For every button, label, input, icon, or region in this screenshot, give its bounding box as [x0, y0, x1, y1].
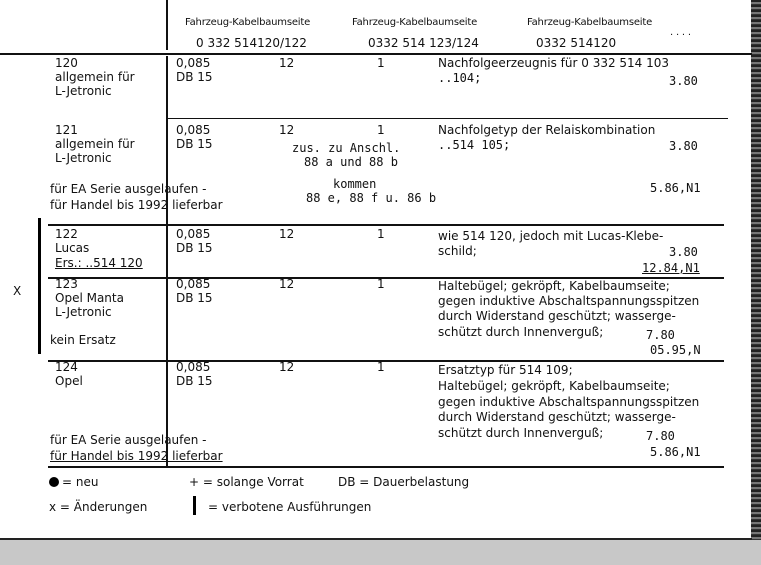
row-123-one: 1 — [377, 277, 385, 291]
header-dots: · · · · — [670, 30, 691, 41]
row-rule-4 — [48, 360, 724, 362]
row-121-one: 1 — [377, 123, 385, 137]
row-124-note1: Ersatztyp für 514 109; — [438, 363, 573, 377]
row-123-date: 05.95,N — [650, 343, 701, 357]
row-122-id: 122 — [55, 227, 78, 241]
row-121-date: 5.86,N1 — [650, 181, 701, 195]
row-124-id: 124 — [55, 360, 78, 374]
row-124-one: 1 — [377, 360, 385, 374]
row-120-desc2: L-Jetronic — [55, 84, 112, 98]
row-123-note1: Haltebügel; gekröpft, Kabelbaumseite; — [438, 279, 670, 293]
row-124-note2: Haltebügel; gekröpft, Kabelbaumseite; — [438, 379, 670, 393]
row-123-qty: 12 — [279, 277, 295, 291]
row-120-id: 120 — [55, 56, 78, 70]
header-col1-label: Fahrzeug-Kabelbaumseite — [185, 17, 311, 28]
header-col1-pn: 0 332 514120/122 — [196, 36, 307, 50]
change-marker-x: X — [13, 284, 22, 298]
row-121-desc2: L-Jetronic — [55, 151, 112, 165]
row-123-db: DB 15 — [176, 291, 213, 305]
row-124-status1: für EA Serie ausgelaufen - — [50, 433, 207, 447]
row-123-note4: schützt durch Innenverguß; — [438, 325, 604, 339]
scan-edge — [751, 0, 761, 565]
row-121-extra4: 88 e, 88 f u. 86 b — [306, 191, 437, 205]
row-124-status2: für Handel bis 1992 lieferbar — [50, 449, 223, 463]
row-123-desc2: L-Jetronic — [55, 305, 112, 319]
row-124-qty: 12 — [279, 360, 295, 374]
bottom-band — [0, 540, 761, 565]
header-rule — [0, 53, 752, 55]
forbidden-bar — [38, 218, 41, 354]
row-124-note5: schützt durch Innenverguß; — [438, 426, 604, 440]
row-120-db: DB 15 — [176, 70, 213, 84]
row-123-status: kein Ersatz — [50, 333, 116, 347]
row-121-db: DB 15 — [176, 137, 213, 151]
row-rule-2 — [48, 224, 724, 226]
legend-db: DB = Dauerbelastung — [338, 475, 470, 489]
row-123-desc1: Opel Manta — [55, 291, 124, 305]
header-col3-pn: 0332 514120 — [536, 36, 617, 50]
row-120-val: 0,085 — [176, 56, 211, 70]
row-124-val: 0,085 — [176, 360, 211, 374]
row-120-price: 3.80 — [669, 74, 698, 88]
row-124-note4: durch Widerstand geschützt; wasserge- — [438, 410, 676, 424]
row-124-db: DB 15 — [176, 374, 213, 388]
row-120-one: 1 — [377, 56, 385, 70]
row-122-db: DB 15 — [176, 241, 213, 255]
row-121-note1: Nachfolgetyp der Relaiskombination — [438, 123, 656, 137]
row-123-price: 7.80 — [646, 328, 675, 342]
legend-aenderungen: x = Änderungen — [49, 500, 148, 514]
row-120-note1: Nachfolgeerzeugnis für 0 332 514 103 — [438, 56, 670, 70]
row-120-desc1: allgemein für — [55, 70, 135, 84]
legend-verboten: = verbotene Ausführungen — [208, 500, 372, 514]
bullet-new-icon — [49, 477, 59, 487]
legend-neu: = neu — [62, 475, 99, 489]
row-121-val: 0,085 — [176, 123, 211, 137]
row-rule-1 — [168, 118, 728, 119]
table-end-rule — [48, 466, 724, 468]
row-122-one: 1 — [377, 227, 385, 241]
row-122-val: 0,085 — [176, 227, 211, 241]
row-122-desc2: Ers.: ..514 120 — [55, 256, 143, 270]
row-121-price: 3.80 — [669, 139, 698, 153]
row-121-extra3: kommen — [333, 177, 377, 191]
legend-vorrat: + = solange Vorrat — [189, 475, 304, 489]
row-123-val: 0,085 — [176, 277, 211, 291]
row-122-note1: wie 514 120, jedoch mit Lucas-Klebe- — [438, 229, 664, 243]
row-122-date: 12.84,N1 — [642, 261, 700, 275]
header-col2-pn: 0332 514 123/124 — [368, 36, 479, 50]
header-divider — [166, 0, 168, 50]
row-123-note3: durch Widerstand geschützt; wasserge- — [438, 309, 676, 323]
row-122-price: 3.80 — [669, 245, 698, 259]
row-121-desc1: allgemein für — [55, 137, 135, 151]
row-122-qty: 12 — [279, 227, 295, 241]
row-122-desc1: Lucas — [55, 241, 90, 255]
row-124-date: 5.86,N1 — [650, 445, 701, 459]
row-122-note2: schild; — [438, 244, 477, 258]
header-col2-label: Fahrzeug-Kabelbaumseite — [352, 17, 478, 28]
row-124-desc1: Opel — [55, 374, 83, 388]
row-121-extra2: 88 a und 88 b — [304, 155, 398, 169]
row-120-qty: 12 — [279, 56, 295, 70]
row-120-note2: ..104; — [438, 71, 482, 85]
row-124-note3: gegen induktive Abschaltspannungsspitzen — [438, 395, 700, 409]
row-121-note2: ..514 105; — [438, 138, 511, 152]
row-123-note2: gegen induktive Abschaltspannungsspitzen — [438, 294, 700, 308]
forbidden-bar-icon — [193, 496, 196, 515]
row-121-status1: für EA Serie ausgelaufen - — [50, 182, 207, 196]
row-121-extra1: zus. zu Anschl. — [292, 141, 401, 155]
row-121-qty: 12 — [279, 123, 295, 137]
row-124-price: 7.80 — [646, 429, 675, 443]
row-123-id: 123 — [55, 277, 78, 291]
row-121-status2: für Handel bis 1992 lieferbar — [50, 198, 223, 212]
header-col3-label: Fahrzeug-Kabelbaumseite — [527, 17, 653, 28]
row-121-id: 121 — [55, 123, 78, 137]
